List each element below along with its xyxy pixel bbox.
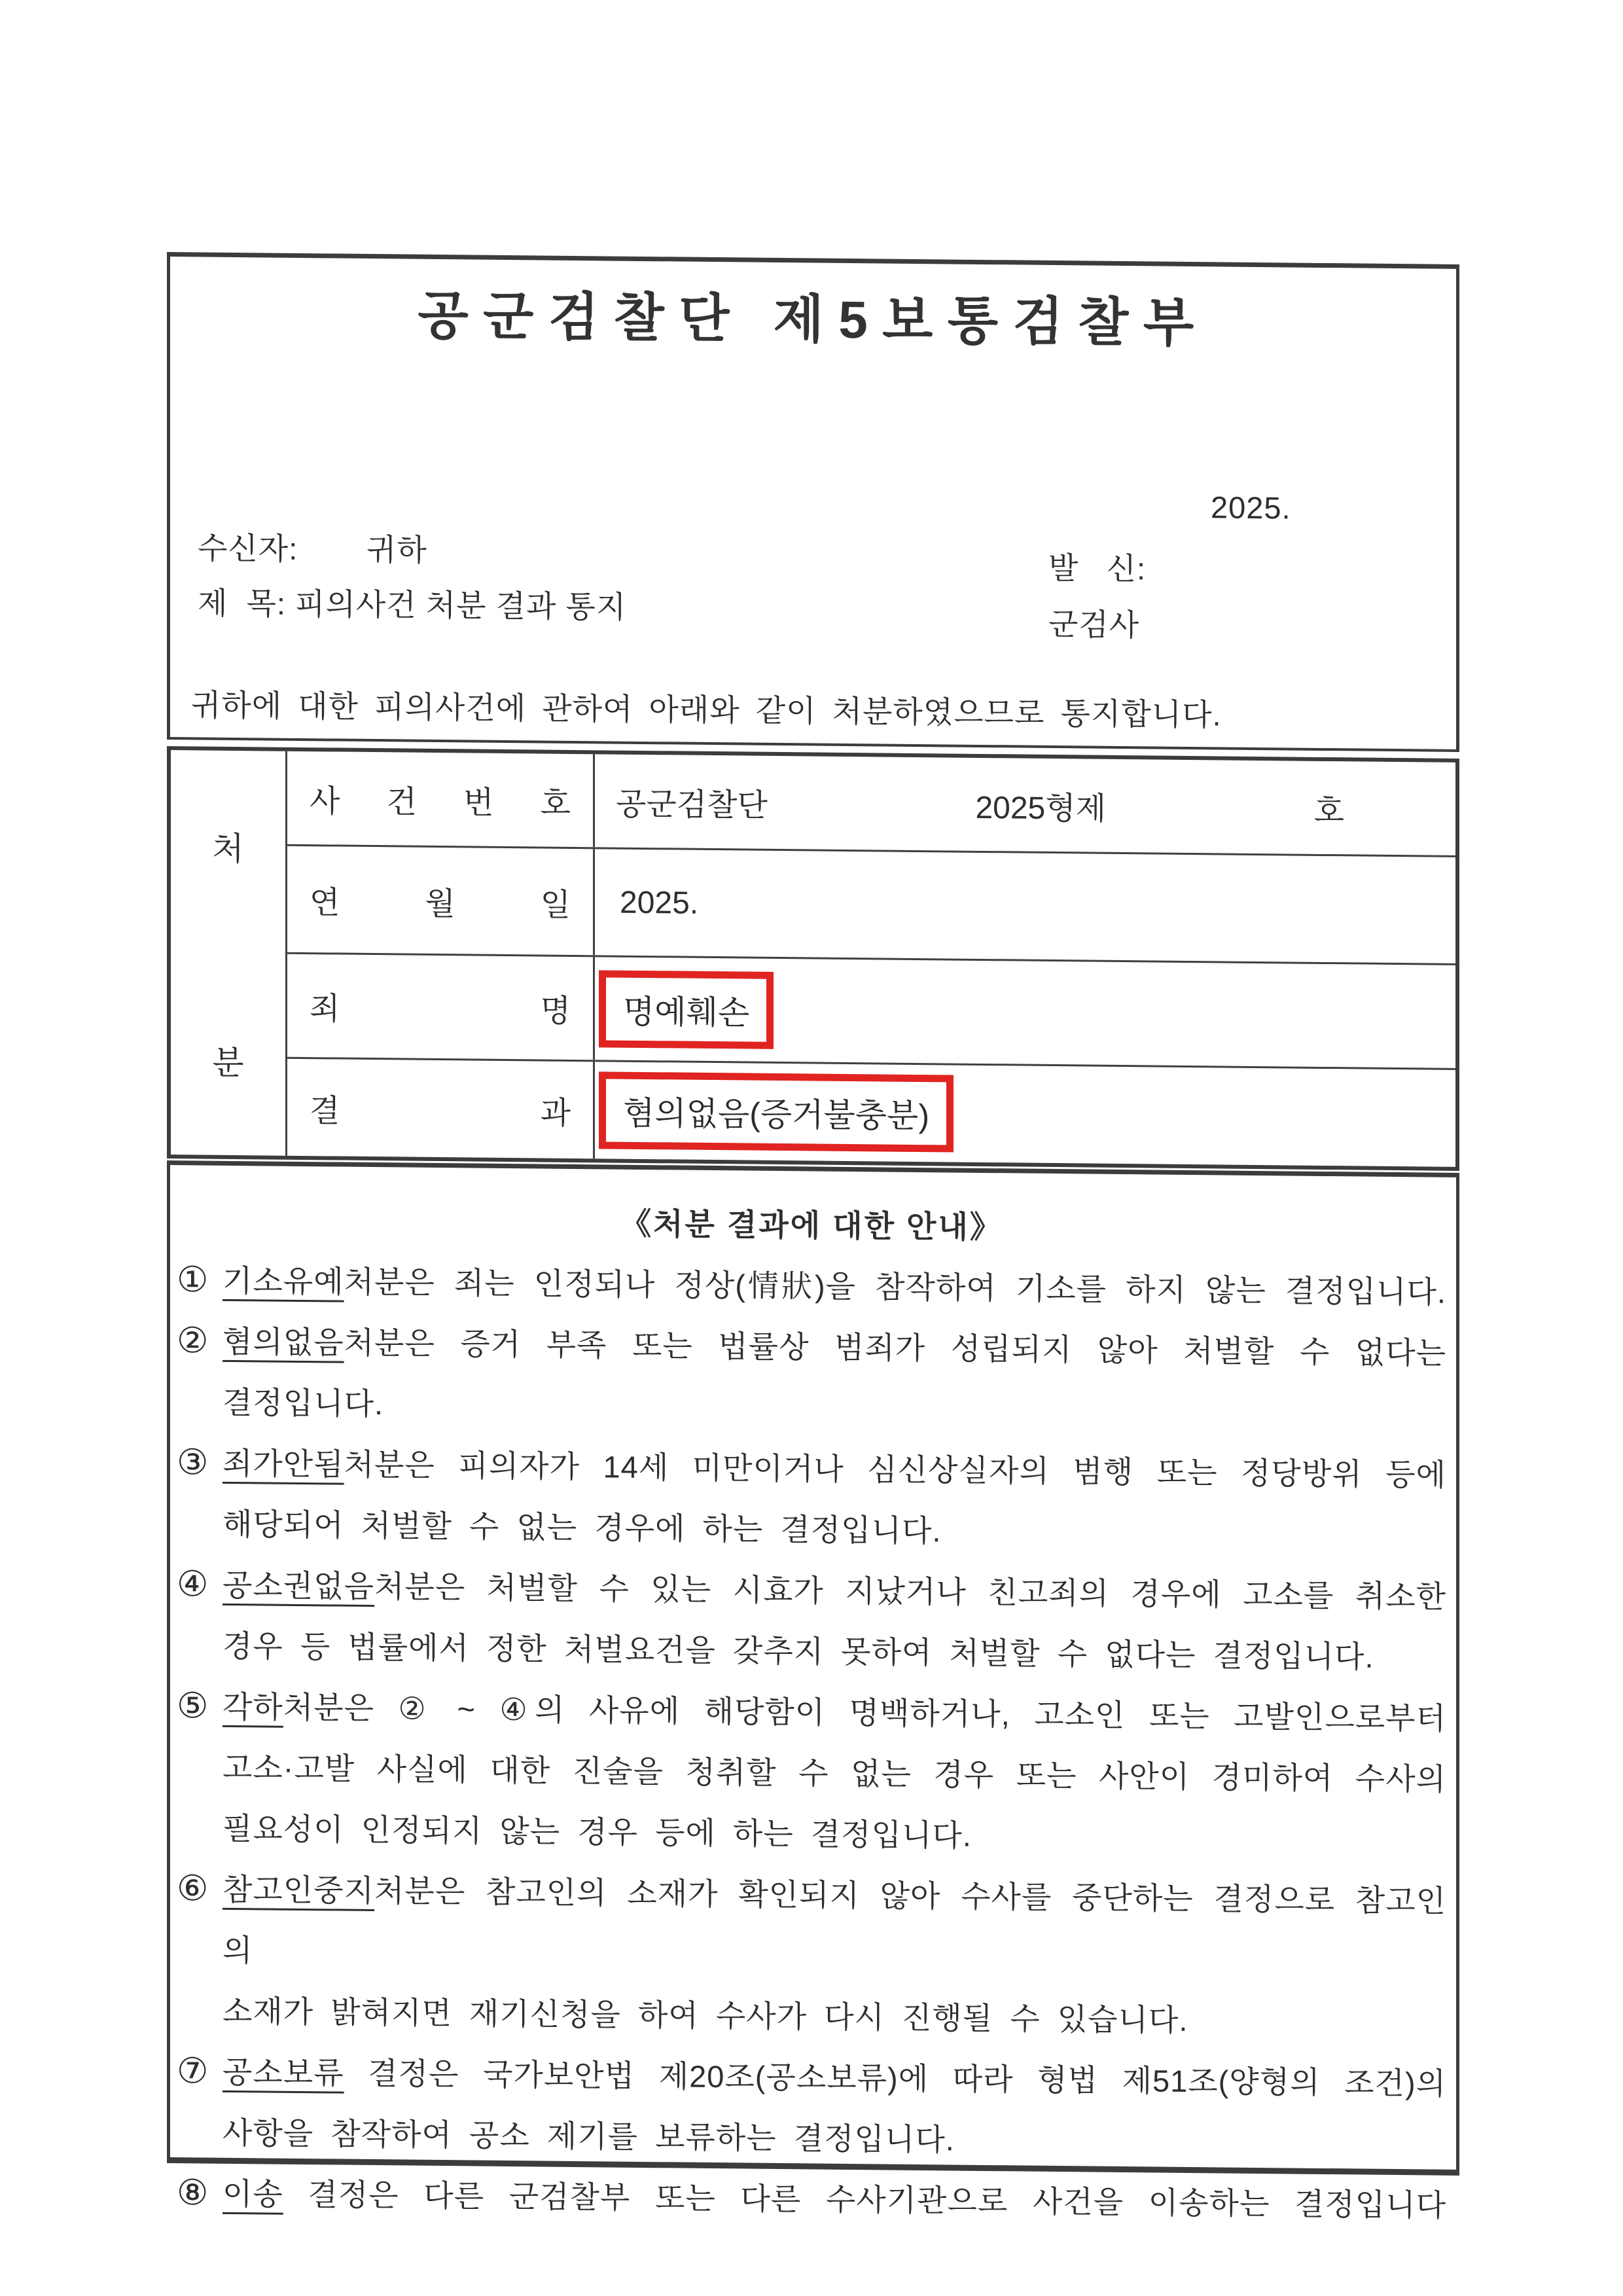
item-line (223, 1250, 1446, 1323)
document (167, 252, 1459, 2223)
guidance-item-7 (177, 2041, 1446, 2175)
notification-sentence: 귀하에 대한 피의사건에 관하여 아래와 같이 처분하였으므로 통지합니다. (191, 687, 1222, 732)
case-number-year: 2025형제 (975, 790, 1106, 827)
item-number: ① (177, 1260, 209, 1300)
item-text: 결정은 국가보안법 제20조(공소보류)에 따라 형법 제51조(양형의 조건)의 (344, 2055, 1446, 2101)
table-row-result (287, 1059, 1455, 1167)
offense-value (595, 957, 1455, 1068)
result-label: 결 과 (310, 1093, 571, 1131)
item-term: 각하 (223, 1689, 283, 1725)
doc-date: 2025. (1211, 490, 1291, 526)
doc-title: 공군검찰단 제5보통검찰부 (418, 286, 1209, 353)
case-number-label: 사 건 번 호 (310, 783, 571, 821)
case-number-suffix: 호 (1313, 793, 1344, 829)
guidance-item-5 (177, 1676, 1446, 1871)
guidance-item-2 (177, 1310, 1446, 1444)
recipient-value: 귀하 (366, 531, 427, 567)
item-line: 필요성이 인정되지 않는 경우 등에 하는 결정입니다. (223, 1810, 972, 1853)
item-line: 소재가 밝혀지면 재기신청을 하여 수사가 다시 진행될 수 있습니다. (223, 1993, 1188, 2037)
sender-value: 군검사 (1048, 606, 1140, 643)
item-number: ⑧ (177, 2173, 209, 2213)
item-line: 해당되어 처벌할 수 없는 경우에 하는 결정입니다. (223, 1506, 942, 1549)
item-text: 처분은 피의자가 14세 미만이거나 심신상실자의 범행 또는 정당방위 등에 (344, 1446, 1446, 1492)
item-term: 죄가안됨 (223, 1445, 344, 1482)
item-text: 처분은 증거 부족 또는 법률상 범죄가 성립되지 않아 처벌할 수 없다는 (344, 1325, 1446, 1371)
date-value: 2025. (620, 885, 699, 921)
guidance-item-6 (177, 1858, 1446, 2053)
item-number: ⑤ (177, 1686, 209, 1726)
recipient-label: 수신자: (198, 530, 298, 566)
item-text: 처분은 처벌할 수 있는 시효가 지났거나 친고죄의 경우에 고소를 취소한 (374, 1569, 1446, 1614)
item-line (223, 1311, 1446, 1384)
guidance-box (167, 1160, 1459, 2223)
case-number-office: 공군검찰단 (616, 787, 768, 823)
guidance-title: 《처분 결과에 대한 안내》 (620, 1206, 1003, 1245)
item-line: 고소·고발 사실에 대한 진술을 청취할 수 없는 경우 또는 사안이 경미하여 수사의 (223, 1749, 1446, 1797)
table-row-case-number (287, 751, 1455, 857)
item-line: 사항을 참작하여 공소 제기를 보류하는 결정입니다. (223, 2115, 955, 2157)
item-number: ⑥ (177, 1869, 209, 1909)
side-label-bottom: 분 (212, 1044, 244, 1081)
offense-highlight-box: 명예훼손 (599, 970, 774, 1049)
item-line (223, 1554, 1446, 1627)
offense-label: 죄 명 (310, 992, 571, 1029)
item-text: 처분은 참고인의 소재가 확인되지 않아 수사를 중단하는 결정으로 참고인의 (223, 1873, 1446, 1968)
disposition-table (167, 746, 1459, 1171)
item-line: 결정입니다. (223, 1384, 384, 1422)
item-text: 결정은 다른 군검찰부 또는 다른 수사기관으로 사건을 이송하는 결정입니다 (283, 2176, 1446, 2223)
item-number: ③ (177, 1443, 209, 1482)
item-term: 공소권없음 (223, 1567, 375, 1604)
sender-label: 발 신: (1048, 550, 1147, 586)
result-value (595, 1062, 1455, 1167)
side-label-top: 처 (212, 830, 244, 867)
table-row-date (287, 846, 1455, 965)
item-term: 기소유예 (223, 1263, 344, 1299)
table-row-offense (287, 954, 1455, 1070)
result-highlight-box: 혐의없음(증거불충분) (599, 1071, 954, 1152)
date-label: 연 월 일 (310, 885, 571, 923)
guidance-item-8 (177, 2162, 1446, 2236)
item-line (223, 1859, 1446, 1992)
item-line: 경우 등 법률에서 정한 처벌요건을 갖추지 못하여 처벌할 수 없다는 결정입니다. (223, 1628, 1374, 1674)
guidance-item-4 (177, 1554, 1446, 1688)
subject-line: 제 목: 피의사건 처분 결과 통지 (198, 585, 627, 624)
item-text: 처분은 ② ~ ④의 사유에 해당함이 명백하거나, 고소인 또는 고발인으로부터 (283, 1689, 1446, 1736)
item-line (223, 1433, 1446, 1505)
case-number-value (595, 754, 1455, 855)
item-term: 혐의없음 (223, 1323, 344, 1360)
item-term: 이송 (223, 2176, 283, 2212)
item-term: 공소보류 (223, 2054, 344, 2090)
header-box (167, 252, 1459, 752)
item-line (223, 2163, 1446, 2236)
item-number: ④ (177, 1564, 209, 1604)
item-term: 참고인중지 (223, 1871, 375, 1909)
item-line (223, 2041, 1446, 2114)
table-rows (287, 751, 1455, 1167)
item-text: 처분은 죄는 인정되나 정상(情狀)을 참작하여 기소를 하지 않는 결정입니다. (344, 1264, 1446, 1310)
item-line (223, 1676, 1446, 1749)
table-side-header (171, 750, 287, 1156)
guidance-item-3 (177, 1432, 1446, 1566)
item-number: ② (177, 1321, 209, 1361)
item-number: ⑦ (177, 2051, 209, 2091)
